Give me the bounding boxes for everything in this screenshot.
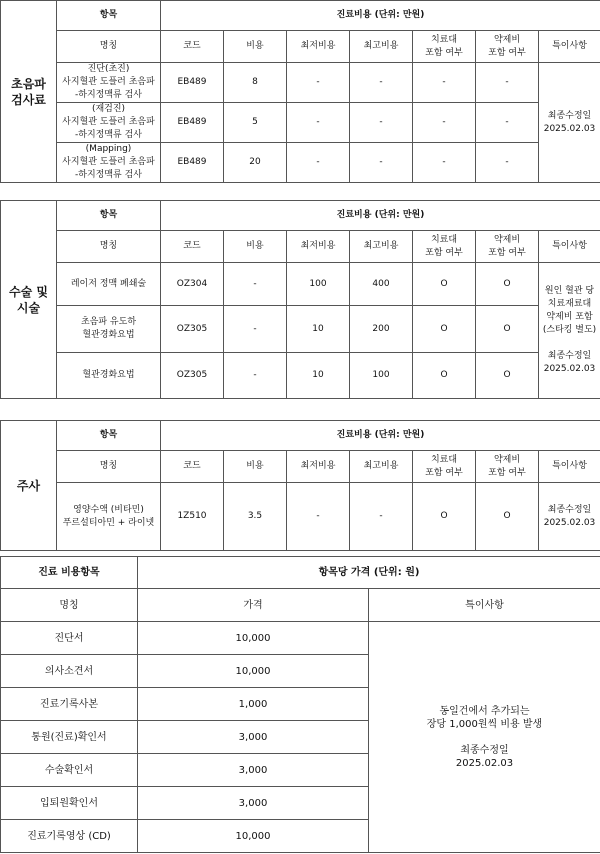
column-header: 비용 <box>224 31 287 63</box>
table-cell: 3,000 <box>138 721 369 754</box>
category-label: 주사 <box>1 421 57 551</box>
table-row <box>1 263 600 306</box>
table-cell: O <box>476 353 539 399</box>
table-cell: 레이저 정맥 폐쇄술 <box>57 263 161 306</box>
table-cell: 3.5 <box>224 483 287 551</box>
header-cost: 진료비용 (단위: 만원) <box>161 201 600 231</box>
note-cell: 최종수정일 2025.02.03 <box>539 483 600 551</box>
header-item: 항목 <box>57 201 161 231</box>
ultrasound-fee-table <box>0 0 600 183</box>
table-cell: 10,000 <box>138 820 369 853</box>
table-row <box>1 483 600 551</box>
column-header: 치료대 포함 여부 <box>413 231 476 263</box>
column-header: 최고비용 <box>350 231 413 263</box>
table-cell: - <box>287 63 350 103</box>
table-cell: 초음파 유도하 혈관경화요법 <box>57 306 161 353</box>
column-header: 특이사항 <box>539 31 600 63</box>
column-header: 명칭 <box>1 589 138 622</box>
table-cell: EB489 <box>161 143 224 183</box>
table-cell: 진단서 <box>1 622 138 655</box>
header-item: 진료 비용항목 <box>1 557 138 589</box>
header-row <box>1 557 600 589</box>
table-cell: - <box>476 103 539 143</box>
table-row <box>1 103 600 143</box>
category-label: 수술 및 시술 <box>1 201 57 399</box>
table-cell: OZ305 <box>161 306 224 353</box>
column-header: 코드 <box>161 451 224 483</box>
column-header-row <box>1 31 600 63</box>
column-header: 비용 <box>224 451 287 483</box>
table-cell: 10,000 <box>138 655 369 688</box>
table-cell: - <box>476 63 539 103</box>
table-cell: - <box>350 143 413 183</box>
table-cell: - <box>224 353 287 399</box>
table-cell: - <box>413 143 476 183</box>
table-cell: - <box>224 263 287 306</box>
column-header-row <box>1 451 600 483</box>
header-item: 항목 <box>57 421 161 451</box>
table-row <box>1 306 600 353</box>
table-cell: 진료기록사본 <box>1 688 138 721</box>
table-cell: - <box>350 103 413 143</box>
column-header: 비용 <box>224 231 287 263</box>
table-cell: O <box>476 306 539 353</box>
table-cell: 400 <box>350 263 413 306</box>
column-header: 최고비용 <box>350 451 413 483</box>
table-cell: 100 <box>350 353 413 399</box>
column-header: 명칭 <box>57 231 161 263</box>
column-header-row <box>1 589 600 622</box>
table-row <box>1 143 600 183</box>
table-cell: 5 <box>224 103 287 143</box>
table-row <box>1 622 600 655</box>
table-cell: EB489 <box>161 103 224 143</box>
header-row <box>1 201 600 231</box>
header-row <box>1 1 600 31</box>
table-cell: - <box>287 103 350 143</box>
table-cell: - <box>224 306 287 353</box>
column-header: 특이사항 <box>539 451 600 483</box>
note-cell: 원인 혈관 당 치료재료대 약제비 포함 (스타킹 별도) 최종수정일 2025.02.03 <box>539 263 600 399</box>
table-cell: EB489 <box>161 63 224 103</box>
table-cell: 200 <box>350 306 413 353</box>
table-cell: (재검진) 사지혈관 도플러 초음파 -하지정맥류 검사 <box>57 103 161 143</box>
table-row <box>1 353 600 399</box>
category-label: 초음파 검사료 <box>1 1 57 183</box>
table-cell: 3,000 <box>138 754 369 787</box>
column-header: 명칭 <box>57 451 161 483</box>
column-header: 특이사항 <box>369 589 600 622</box>
column-header: 최저비용 <box>287 31 350 63</box>
document-fee-table <box>0 556 600 853</box>
table-cell: 1,000 <box>138 688 369 721</box>
table-cell: - <box>413 103 476 143</box>
table-cell: 혈관경화요법 <box>57 353 161 399</box>
table-cell: 진단(초진) 사지혈관 도플러 초음파 -하지정맥류 검사 <box>57 63 161 103</box>
column-header: 특이사항 <box>539 231 600 263</box>
table-cell: OZ305 <box>161 353 224 399</box>
table-cell: 10 <box>287 353 350 399</box>
table-cell: - <box>350 63 413 103</box>
header-item: 항목 <box>57 1 161 31</box>
header-row <box>1 421 600 451</box>
table-cell: 수술확인서 <box>1 754 138 787</box>
table-cell: 10,000 <box>138 622 369 655</box>
header-cost: 진료비용 (단위: 만원) <box>161 421 600 451</box>
column-header: 코드 <box>161 231 224 263</box>
column-header: 약제비 포함 여부 <box>476 451 539 483</box>
table-cell: O <box>413 306 476 353</box>
table-cell: 입퇴원확인서 <box>1 787 138 820</box>
note-cell: 동일건에서 추가되는 장당 1,000원씩 비용 발생 최종수정일 2025.02.03 <box>369 622 600 853</box>
table-cell: O <box>413 483 476 551</box>
table-cell: 진료기록영상 (CD) <box>1 820 138 853</box>
table-cell: - <box>413 63 476 103</box>
table-cell: 20 <box>224 143 287 183</box>
column-header: 최고비용 <box>350 31 413 63</box>
table-cell: O <box>476 483 539 551</box>
table-cell: - <box>287 143 350 183</box>
table-cell: 1Z510 <box>161 483 224 551</box>
table-cell: 8 <box>224 63 287 103</box>
table-cell: - <box>476 143 539 183</box>
table-cell: 통원(진료)확인서 <box>1 721 138 754</box>
table-cell: 의사소견서 <box>1 655 138 688</box>
table-cell: 3,000 <box>138 787 369 820</box>
injection-fee-table <box>0 420 600 551</box>
table-cell: O <box>476 263 539 306</box>
column-header: 코드 <box>161 31 224 63</box>
table-cell: OZ304 <box>161 263 224 306</box>
table-cell: 영양수액 (비타민) 푸르설티아민 + 라이넷 <box>57 483 161 551</box>
column-header: 최저비용 <box>287 451 350 483</box>
column-header: 명칭 <box>57 31 161 63</box>
column-header: 가격 <box>138 589 369 622</box>
column-header: 치료대 포함 여부 <box>413 31 476 63</box>
table-cell: O <box>413 263 476 306</box>
column-header: 약제비 포함 여부 <box>476 231 539 263</box>
table-cell: - <box>287 483 350 551</box>
column-header: 최저비용 <box>287 231 350 263</box>
column-header: 치료대 포함 여부 <box>413 451 476 483</box>
table-cell: (Mapping) 사지혈관 도플러 초음파 -하지정맥류 검사 <box>57 143 161 183</box>
column-header-row <box>1 231 600 263</box>
table-cell: O <box>413 353 476 399</box>
table-cell: 100 <box>287 263 350 306</box>
table-row <box>1 63 600 103</box>
header-price: 항목당 가격 (단위: 원) <box>138 557 600 589</box>
header-cost: 진료비용 (단위: 만원) <box>161 1 600 31</box>
surgery-fee-table <box>0 200 600 399</box>
column-header: 약제비 포함 여부 <box>476 31 539 63</box>
table-cell: 10 <box>287 306 350 353</box>
note-cell: 최종수정일 2025.02.03 <box>539 63 600 183</box>
table-cell: - <box>350 483 413 551</box>
